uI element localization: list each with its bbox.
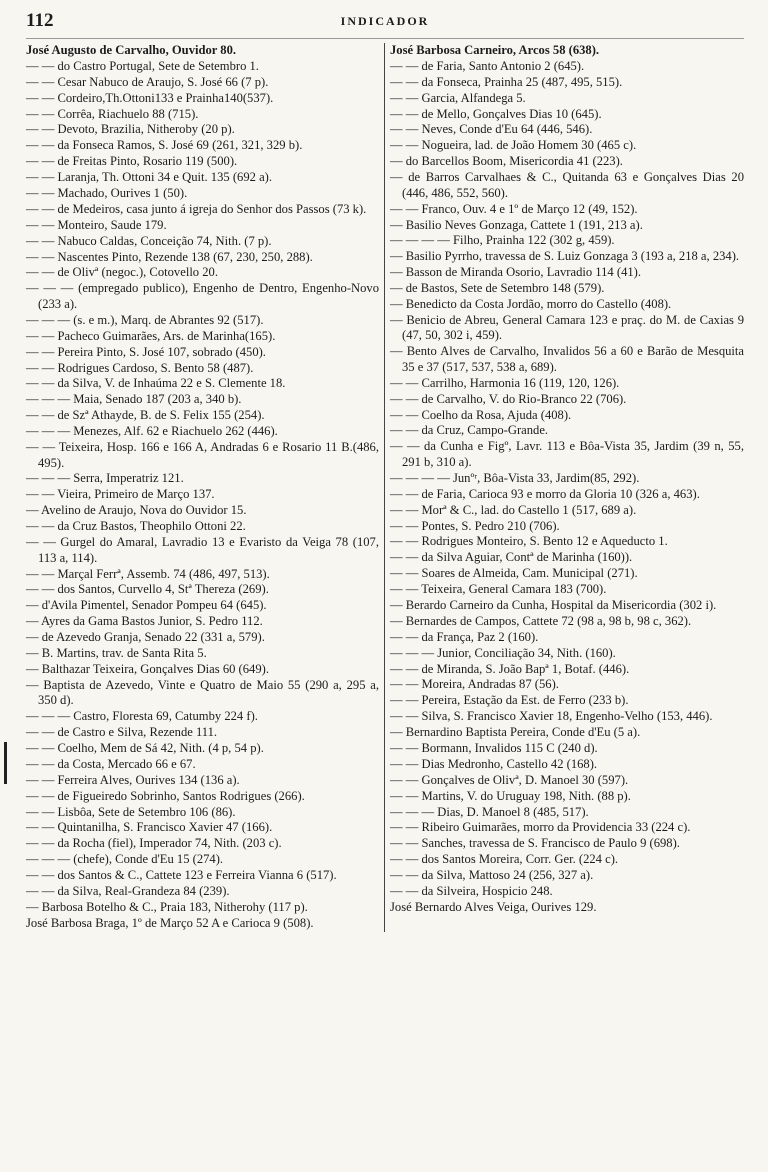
directory-entry: — — da Cruz, Campo-Grande. (390, 423, 549, 438)
directory-entry: — — Rodrigues Cardoso, S. Bento 58 (487). (26, 360, 254, 375)
directory-columns (26, 43, 744, 932)
directory-entry: — Baptista de Azevedo, Vinte e Quatro de Maio 55 (290 a, 295 a, 350 d). (26, 677, 379, 708)
directory-entry: — — Sanches, travessa de S. Francisco de Paulo 9 (698). (390, 836, 680, 851)
directory-entry: — B. Martins, trav. de Santa Rita 5. (26, 645, 207, 660)
directory-entry: — — de Freitas Pinto, Rosario 119 (500). (26, 154, 238, 169)
directory-entry: — — de Szª Athayde, B. de S. Felix 155 (254). (26, 408, 265, 423)
directory-entry: — — — (s. e m.), Marq. de Abrantes 92 (517). (26, 312, 264, 327)
directory-entry: — — Morª & C., lad. do Castello 1 (517, 689 a). (390, 502, 637, 517)
directory-entry: — — Laranja, Th. Ottoni 34 e Quit. 135 (692 a). (26, 170, 272, 185)
directory-entry: — — Coelho, Mem de Sá 42, Nith. (4 p, 54 p). (26, 741, 264, 755)
directory-entry: — — da Cruz Bastos, Theophilo Ottoni 22. (26, 519, 246, 534)
directory-entry: — Berardo Carneiro da Cunha, Hospital da Misericordia (302 i). (390, 597, 717, 612)
directory-entry: — do Barcellos Boom, Misericordia 41 (223). (390, 154, 623, 169)
directory-entry: — — Nabuco Caldas, Conceição 74, Nith. (7 p). (26, 233, 272, 248)
directory-entry: — — de Miranda, S. João Bapª 1, Botaf. (446). (390, 661, 630, 676)
directory-entry: — Bernardino Baptista Pereira, Conde d'Eu (5 a). (390, 725, 641, 740)
directory-entry: — Bernardes de Campos, Cattete 72 (98 a, 98 b, 98 c, 362). (390, 613, 692, 628)
directory-entry: — — Corrêa, Riachuelo 88 (715). (26, 106, 199, 121)
directory-entry: — — Garcia, Alfandega 5. (390, 90, 526, 105)
directory-entry: — Avelino de Araujo, Nova do Ouvidor 15. (26, 503, 247, 518)
directory-entry: — — — Maia, Senado 187 (203 a, 340 b). (26, 392, 242, 407)
directory-entry: — — Cordeiro,Th.Ottoni133 e Prainha140(537). (26, 90, 274, 105)
directory-entry: — — de Mello, Gonçalves Dias 10 (645). (390, 106, 602, 121)
directory-entry: — — de Figueiredo Sobrinho, Santos Rodrigues (266). (26, 788, 305, 803)
directory-entry: — — da Fonseca Ramos, S. José 69 (261, 321, 329 b). (26, 138, 303, 153)
directory-entry: — — — Menezes, Alf. 62 e Riachuelo 262 (446). (26, 424, 278, 439)
directory-entry: — — dos Santos & C., Cattete 123 e Ferreira Vianna 6 (517). (26, 868, 337, 883)
directory-entry: — — Gurgel do Amaral, Lavradio 13 e Evaristo da Veiga 78 (107, 113 a, 114). (26, 535, 379, 565)
directory-entry: — Balthazar Teixeira, Gonçalves Dias 60 (649). (26, 661, 269, 676)
directory-entry: — — Lisbôa, Sete de Setembro 106 (86). (26, 804, 236, 819)
directory-entry: — — da Cunha e Figº, Lavr. 113 e Bôa-Vista 35, Jardim (39 n, 55, 291 b, 310 a). (390, 439, 744, 469)
directory-entry: José Bernardo Alves Veiga, Ourives 129. (390, 899, 597, 914)
directory-entry: — Ayres da Gama Bastos Junior, S. Pedro 112. (26, 614, 263, 629)
directory-entry: — — Franco, Ouv. 4 e 1º de Março 12 (49, 152). (390, 201, 638, 216)
directory-entry: — — Teixeira, Hosp. 166 e 166 A, Andradas 6 e Rosario 11 B.(486, 495). (26, 439, 379, 470)
directory-entry: — — de Faria, Santo Antonio 2 (645). (390, 58, 585, 73)
directory-entry: — — — Castro, Floresta 69, Catumby 224 f). (26, 709, 258, 724)
directory-entry: — — Machado, Ourives 1 (50). (26, 186, 188, 201)
directory-entry: — — Teixeira, General Camara 183 (700). (390, 582, 607, 597)
directory-entry: — — da Fonseca, Prainha 25 (487, 495, 515). (390, 74, 623, 89)
directory-entry: — — Quintanilha, S. Francisco Xavier 47 (166). (26, 820, 273, 835)
directory-entry: — — da Rocha (fiel), Imperador 74, Nith. (203 c). (26, 836, 282, 851)
directory-entry: — — — Junior, Conciliação 34, Nith. (160). (390, 645, 616, 660)
directory-entry: — — de Castro e Silva, Rezende 111. (26, 725, 218, 740)
page-number: 112 (26, 10, 54, 31)
directory-entry: — — Coelho da Rosa, Ajuda (408). (390, 407, 572, 422)
directory-entry: — Benicio de Abreu, General Camara 123 e praç. do M. de Caxias 9 (47, 50, 302 i, 459). (390, 312, 744, 343)
directory-entry: — — dos Santos, Curvello 4, Stª Thereza (269). (26, 582, 269, 597)
directory-entry: — — do Castro Portugal, Sete de Setembro 1. (26, 58, 259, 73)
directory-entry: — de Barros Carvalhaes & C., Quitanda 63 e Gonçalves Dias 20 (446, 486, 552, 560). (390, 170, 744, 200)
directory-entry: — — Vieira, Primeiro de Março 137. (26, 487, 215, 502)
directory-entry: — — Pereira Pinto, S. José 107, sobrado (450). (26, 344, 266, 359)
directory-entry: — — — (empregado publico), Engenho de Dentro, Engenho-Novo (233 a). (26, 281, 379, 311)
directory-entry: — — de Medeiros, casa junto á igreja do Senhor dos Passos (73 k). (26, 201, 367, 216)
page-header (26, 8, 744, 39)
directory-entry: — — Monteiro, Saude 179. (26, 217, 167, 232)
directory-entry: — — da Silva, Mattoso 24 (256, 327 a). (390, 868, 594, 883)
directory-entry: José Barbosa Carneiro, Arcos 58 (638). (390, 43, 600, 57)
directory-entry: — de Azevedo Granja, Senado 22 (331 a, 579). (26, 630, 265, 645)
directory-entry: — — da Silveira, Hospicio 248. (390, 884, 553, 899)
directory-entry: — — Nascentes Pinto, Rezende 138 (67, 230, 250, 288). (26, 249, 313, 264)
running-title: INDICADOR (340, 14, 430, 28)
directory-entry: — — da Silva Aguiar, Contª de Marinha (160)). (390, 550, 633, 565)
directory-entry: — — da França, Paz 2 (160). (390, 629, 539, 644)
directory-entry: — — Dias Medronho, Castello 42 (168). (390, 756, 598, 771)
directory-entry: — — Rodrigues Monteiro, S. Bento 12 e Aqueducto 1. (390, 534, 668, 549)
directory-entry: — — da Silva, Real-Grandeza 84 (239). (26, 884, 230, 899)
margin-mark (4, 742, 7, 784)
directory-entry: — — Bormann, Invalidos 115 C (240 d). (390, 741, 598, 755)
directory-entry: — — — Dias, D. Manoel 8 (485, 517). (390, 804, 589, 819)
directory-entry: — — Silva, S. Francisco Xavier 18, Engenho-Velho (153, 446). (390, 709, 713, 724)
directory-entry: — — Martins, V. do Uruguay 198, Nith. (88 p). (390, 788, 631, 803)
directory-entry: — — — — Junºʳ, Bôa-Vista 33, Jardim(85, 292). (390, 470, 640, 485)
directory-entry: — — Neves, Conde d'Eu 64 (446, 546). (390, 122, 593, 137)
directory-entry: — — Carrilho, Harmonia 16 (119, 120, 126). (390, 375, 620, 390)
directory-entry: — — de Faria, Carioca 93 e morro da Gloria 10 (326 a, 463). (390, 486, 700, 501)
directory-entry: — — Cesar Nabuco de Araujo, S. José 66 (7 p). (26, 74, 269, 89)
directory-entry: — Benedicto da Costa Jordão, morro do Castello (408). (390, 296, 672, 311)
directory-entry: — d'Avila Pimentel, Senador Pompeu 64 (645). (26, 598, 267, 613)
directory-entry: — Basilio Neves Gonzaga, Cattete 1 (191, 213 a). (390, 217, 643, 232)
directory-entry: — Basilio Pyrrho, travessa de S. Luiz Gonzaga 3 (193 a, 218 a, 234). (390, 249, 740, 264)
directory-entry: — — Ferreira Alves, Ourives 134 (136 a). (26, 772, 240, 787)
directory-entry: — — Marçal Ferrª, Assemb. 74 (486, 497, 513). (26, 566, 270, 581)
directory-entry: — — dos Santos Moreira, Corr. Ger. (224 c). (390, 852, 619, 867)
directory-entry: — — da Costa, Mercado 66 e 67. (26, 756, 196, 771)
directory-entry: — Basson de Miranda Osorio, Lavradio 114 (41). (390, 265, 642, 280)
directory-entry: — — Pereira, Estação da Est. de Ferro (233 b). (390, 693, 629, 708)
directory-entry: — — Soares de Almeida, Cam. Municipal (271). (390, 566, 638, 581)
directory-entry: — — de Carvalho, V. do Rio-Branco 22 (706). (390, 391, 627, 406)
directory-entry: — Barbosa Botelho & C., Praia 183, Nitherohy (117 p). (26, 899, 308, 914)
directory-entry: — — — (chefe), Conde d'Eu 15 (274). (26, 852, 224, 867)
directory-entry: — — Pontes, S. Pedro 210 (706). (390, 518, 560, 533)
directory-entry: — — Nogueira, lad. de João Homem 30 (465 c). (390, 138, 637, 153)
directory-entry: — — Ribeiro Guimarães, morro da Providencia 33 (224 c). (390, 820, 691, 835)
directory-entry: — de Bastos, Sete de Setembro 148 (579). (390, 281, 605, 296)
right-column (385, 43, 744, 932)
directory-entry: — — de Olivª (negoc.), Cotovello 20. (26, 265, 218, 280)
directory-entry: — — — — Filho, Prainha 122 (302 g, 459). (390, 233, 615, 248)
directory-entry: — — Pacheco Guimarães, Ars. de Marinha(165). (26, 328, 276, 343)
left-column (26, 43, 385, 932)
directory-entry: — — Devoto, Brazilia, Nitheroby (20 p). (26, 122, 235, 137)
directory-entry: — — da Silva, V. de Inhaúma 22 e S. Clemente 18. (26, 376, 286, 391)
directory-entry: — Bento Alves de Carvalho, Invalidos 56 a 60 e Barão de Mesquita 35 e 37 (517, 537, 538 a, 689). (390, 344, 744, 374)
directory-entry: — — Moreira, Andradas 87 (56). (390, 677, 559, 692)
directory-entry: — — Gonçalves de Olivª, D. Manoel 30 (597). (390, 772, 629, 787)
directory-entry: José Barbosa Braga, 1º de Março 52 A e Carioca 9 (508). (26, 915, 314, 930)
directory-entry: José Augusto de Carvalho, Ouvidor 80. (26, 43, 237, 57)
directory-entry: — — — Serra, Imperatriz 121. (26, 471, 184, 486)
